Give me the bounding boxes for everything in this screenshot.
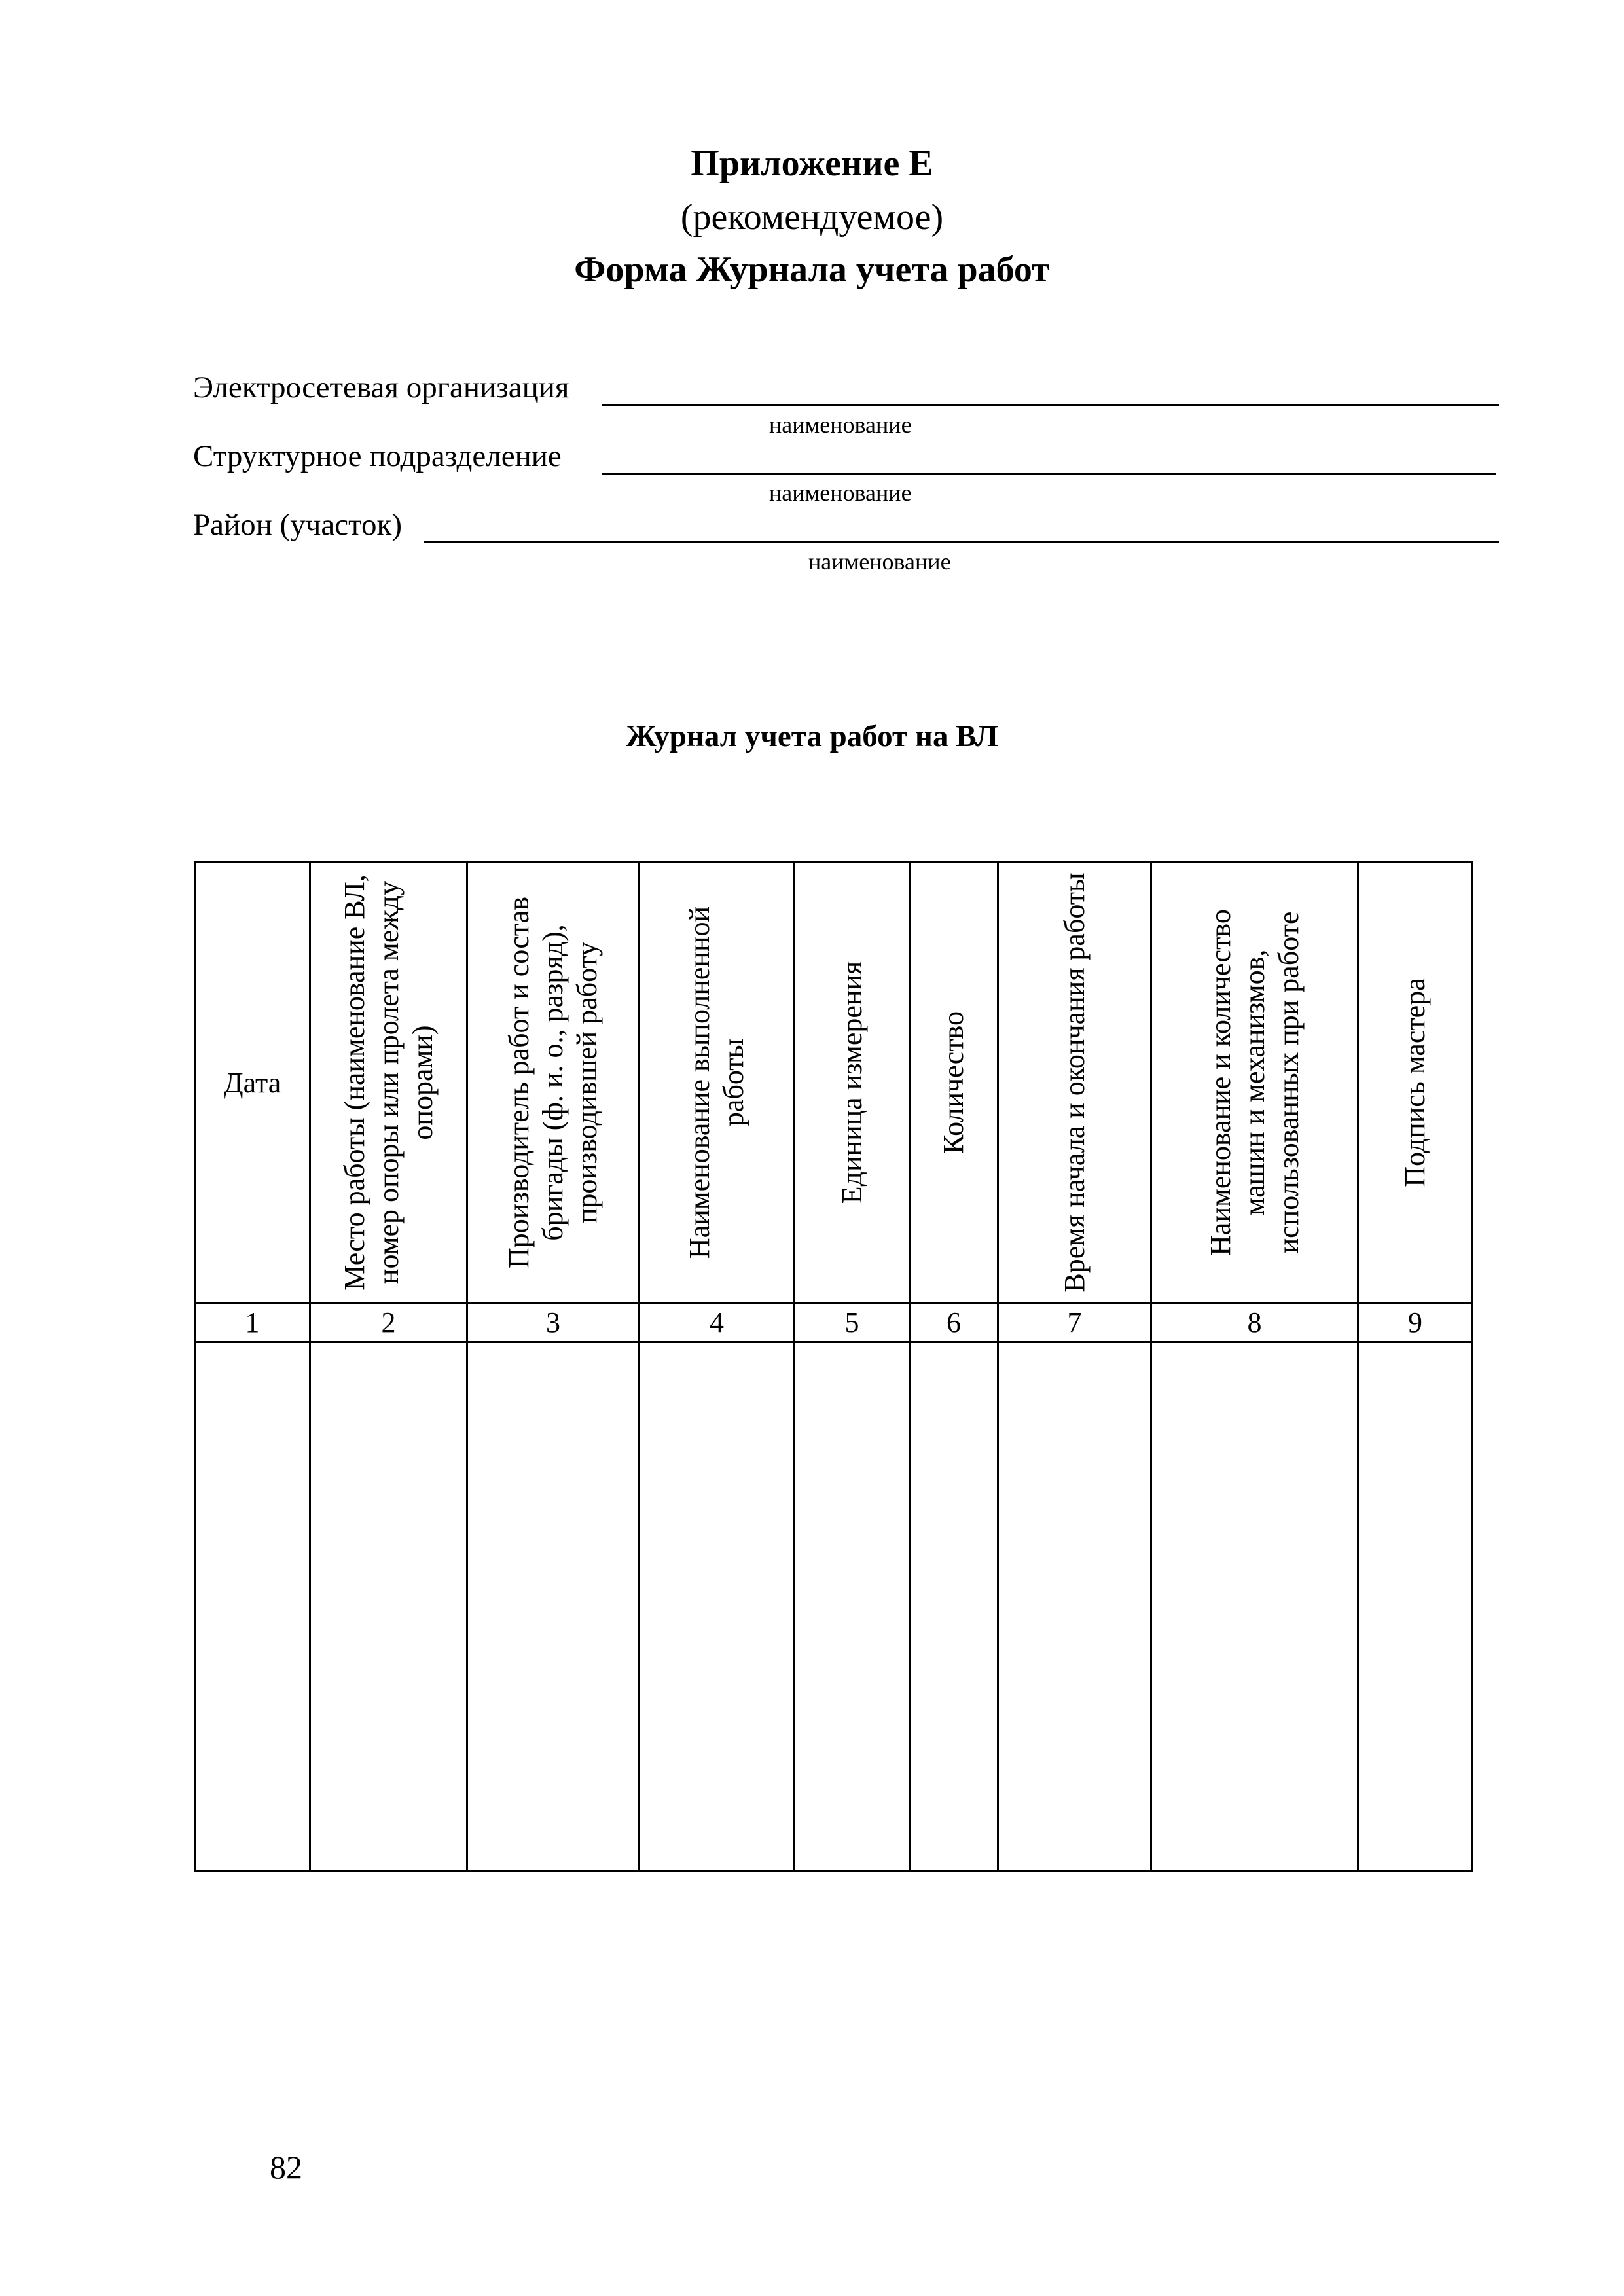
column-header-label: Наименование выполненной работы — [683, 906, 749, 1259]
column-number: 7 — [998, 1304, 1151, 1342]
field-district-line[interactable] — [424, 541, 1499, 543]
column-number: 4 — [640, 1304, 795, 1342]
column-number: 5 — [795, 1304, 910, 1342]
column-header — [1151, 862, 1358, 1304]
journal-table — [194, 861, 1473, 1872]
field-division-caption: наименование — [769, 480, 912, 506]
column-number: 1 — [195, 1304, 310, 1342]
column-header-label: Наименование и количество машин и механизмов, использованных при работе — [1204, 909, 1305, 1256]
entry-cell-machines[interactable] — [1151, 1342, 1358, 1871]
journal-entry-row — [195, 1342, 1473, 1871]
field-organization-line[interactable] — [602, 404, 1499, 406]
column-header-label: Подпись мастера — [1399, 978, 1431, 1187]
entry-cell-signature[interactable] — [1358, 1342, 1473, 1871]
entry-cell-crew[interactable] — [467, 1342, 640, 1871]
entry-cell-time[interactable] — [998, 1342, 1151, 1871]
entry-cell-date[interactable] — [195, 1342, 310, 1871]
column-header — [1358, 862, 1473, 1304]
field-division-line[interactable] — [602, 473, 1496, 475]
column-header-label: Дата — [223, 1066, 281, 1099]
entry-cell-unit[interactable] — [795, 1342, 910, 1871]
entry-cell-quantity[interactable] — [910, 1342, 998, 1871]
column-header — [640, 862, 795, 1304]
field-organization-caption: наименование — [769, 412, 912, 438]
field-division — [193, 439, 1499, 506]
field-district — [193, 507, 1499, 575]
field-organization-label: Электросетевая организация — [193, 370, 569, 404]
column-number: 6 — [910, 1304, 998, 1342]
column-header-label: Место работы (наименование ВЛ, номер опоры или пролета между опорами) — [338, 874, 439, 1291]
field-division-label: Структурное подразделение — [193, 439, 562, 473]
appendix-title: Приложение Е — [691, 143, 933, 184]
column-number: 2 — [310, 1304, 467, 1342]
column-header-label: Время начала и окончания работы — [1058, 872, 1091, 1293]
journal-header-row — [195, 862, 1473, 1304]
column-header — [310, 862, 467, 1304]
column-header — [467, 862, 640, 1304]
column-header — [910, 862, 998, 1304]
column-header — [795, 862, 910, 1304]
page-number: 82 — [270, 2149, 302, 2185]
entry-cell-work[interactable] — [640, 1342, 795, 1871]
field-district-label: Район (участок) — [193, 508, 402, 542]
field-organization — [193, 370, 1499, 438]
field-district-caption: наименование — [808, 548, 951, 575]
column-header — [998, 862, 1151, 1304]
column-number: 3 — [467, 1304, 640, 1342]
journal-number-row — [195, 1304, 1473, 1342]
column-number: 9 — [1358, 1304, 1473, 1342]
journal-title: Журнал учета работ на ВЛ — [626, 719, 998, 753]
entry-cell-location[interactable] — [310, 1342, 467, 1871]
column-header-label: Единица измерения — [835, 961, 868, 1204]
form-title: Форма Журнала учета работ — [574, 249, 1050, 290]
column-header-label: Количество — [937, 1011, 969, 1155]
column-number: 8 — [1151, 1304, 1358, 1342]
column-header — [195, 862, 310, 1304]
appendix-status: (рекомендуемое) — [680, 197, 944, 238]
column-header-label: Производитель работ и состав бригады (ф. и. о., разряд), производившей работу — [503, 897, 603, 1268]
